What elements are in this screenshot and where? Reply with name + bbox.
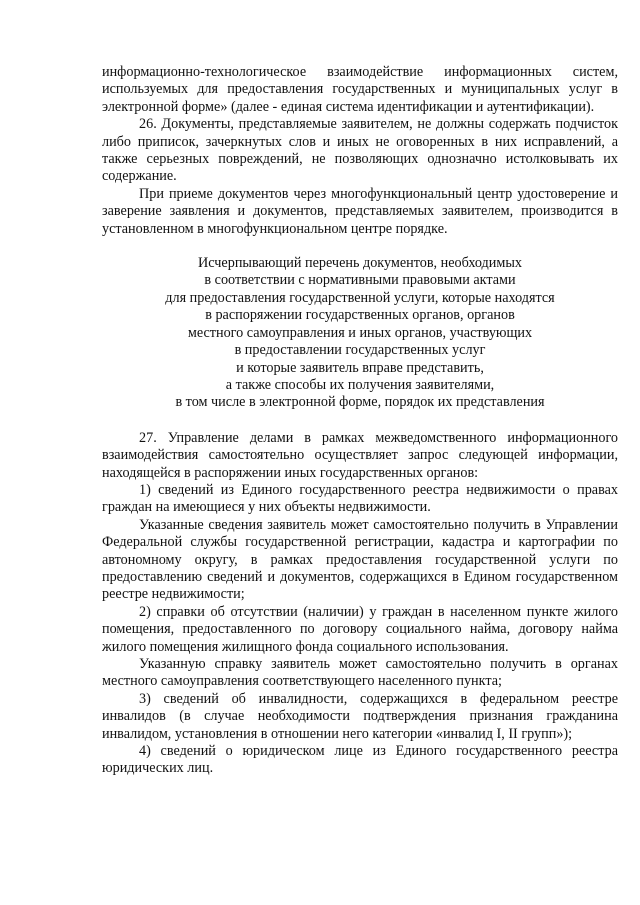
paragraph-subitem-1: 1) сведений из Единого государственного реестра недвижимости о правах граждан на имеющиеся у них объекты недвижимости. xyxy=(102,481,618,516)
heading-line: в предоставлении государственных услуг xyxy=(234,342,486,359)
paragraph-subitem-1-note: Указанные сведения заявитель может самостоятельно получить в Управлении Федеральной службы государственной регистрации, кадастра и картографии по автономному округу, в рамках предоставления государственной услуги по предоставлению сведений и документов, содержащихся в Едином государственном реестре недвижимости; xyxy=(102,516,618,603)
paragraph-subitem-4: 4) сведений о юридическом лице из Единого государственного реестра юридических лиц. xyxy=(102,743,618,777)
heading-line: в том числе в электронной форме, порядок их представления xyxy=(175,394,545,411)
heading-line: в распоряжении государственных органов, органов xyxy=(205,307,515,324)
section-heading xyxy=(102,255,618,412)
heading-line: а также способы их получения заявителями, xyxy=(225,376,495,393)
paragraph-mfc-reception: При приеме документов через многофункциональный центр удостоверение и заверение заявления и документов, представляемых заявителем, производится в установленном в многофункциональном центре порядке. xyxy=(102,185,618,237)
paragraph-continuation: информационно-технологическое взаимодействие информационных систем, используемых для предоставления государственных и муниципальных услуг в электронной форме» (далее - единая система идентификации и аутентификации). xyxy=(102,64,618,115)
heading-line: в соответствии с нормативными правовыми актами xyxy=(204,272,516,289)
paragraph-item-27: 27. Управление делами в рамках межведомственного информационного взаимодействия самостоятельно осуществляет запрос следующей информации, находящейся в распоряжении иных государственных органов: xyxy=(102,429,618,481)
paragraph-subitem-2: 2) справки об отсутствии (наличии) у граждан в населенном пункте жилого помещения, предоставленного по договору социального найма, договору найма жилого помещения жилищного фонда социального использования. xyxy=(102,603,618,655)
heading-line: местного самоуправления и иных органов, участвующих xyxy=(187,324,533,341)
heading-line: Исчерпывающий перечень документов, необходимых xyxy=(198,255,522,272)
paragraph-item-26: 26. Документы, представляемые заявителем, не должны содержать подчисток либо приписок, зачеркнутых слов и иных не оговоренных в них исправлений, а также серьезных повреждений, не позволяющих однозначно истолковывать их содержание. xyxy=(102,116,618,185)
heading-line: и которые заявитель вправе представить, xyxy=(236,359,484,376)
document-body xyxy=(102,64,618,778)
heading-line: для предоставления государственной услуги, которые находятся xyxy=(165,289,555,306)
paragraph-subitem-2-note: Указанную справку заявитель может самостоятельно получить в органах местного самоуправления соответствующего населенного пункта; xyxy=(102,656,618,690)
paragraph-subitem-3: 3) сведений об инвалидности, содержащихся в федеральном реестре инвалидов (в случае необходимости подтверждения признания гражданина инвалидом, установления в отношении него категории «инвалид I, II групп»); xyxy=(102,690,618,742)
